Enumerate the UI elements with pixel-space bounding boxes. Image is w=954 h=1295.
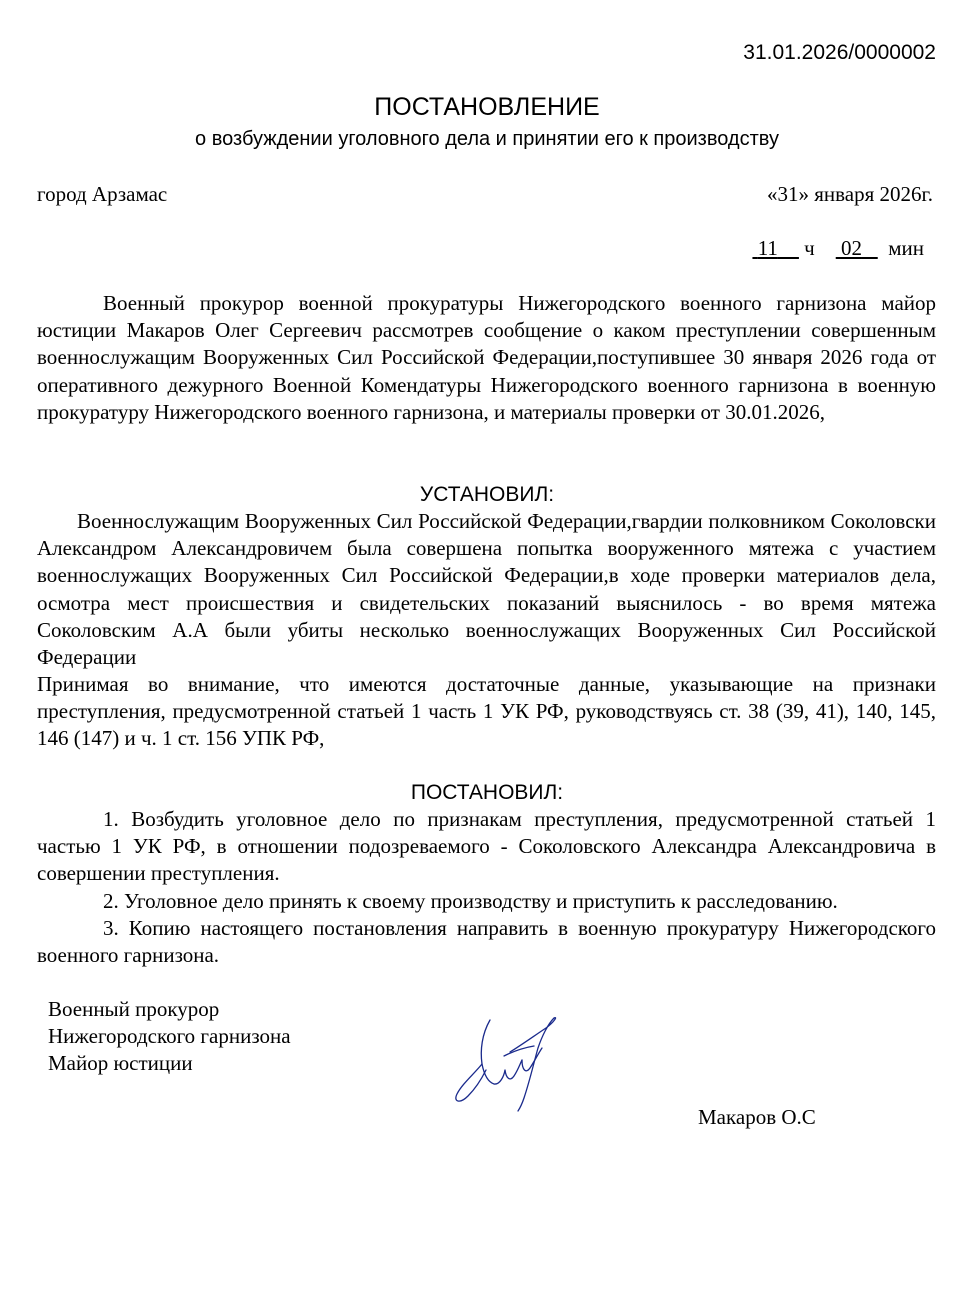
- considering-paragraph: Принимая во внимание, что имеются достаточные данные, указывающие на признаки преступления, предусмотренной статьей 1 часть 1 УК РФ, руководствуясь ст. 38 (39, 41), 140, 145, 146 (147) и ч. 1 ст. 156 УПК РФ,: [37, 672, 936, 751]
- time-hours-label: ч: [804, 236, 815, 260]
- resolved-item-1: 1. Возбудить уголовное дело по признакам преступления, предусмотренной статьей 1 частью 1 УК РФ, в отношении подозреваемого - Соколовского Александра Александровича в совершении преступления.: [37, 807, 936, 886]
- established-paragraph: Военнослужащим Вооруженных Сил Российской Федерации,гвардии полковником Соколовски Александром Александровичем была совершена попытка вооруженного мятежа с участием военнослужащих Вооруженных Сил Российской Федерации,в ходе проверки материалов дела, осмотра мест происшествия и свидетельских показаний выяснилось - во время мятежа Соколовским А.А были убиты несколько военнослужащих Вооруженных Сил Российской Федерации: [37, 509, 936, 670]
- handwritten-signature: [450, 1012, 565, 1114]
- document-subtitle: о возбуждении уголовного дела и принятии его к производству: [195, 128, 779, 150]
- signer-position-line1: Военный прокурор: [48, 997, 220, 1021]
- intro-paragraph: Военный прокурор военной прокуратуры Нижегородского военного гарнизона майор юстиции Макаров Олег Сергеевич рассмотрев сообщение о каком преступлении совершенным военнослужащим Вооруженных Сил Российской Федерации,поступившее 30 января 2026 года от оперативного дежурного Военной Комендатуры Нижегородского военного гарнизона в военную прокуратуру Нижегородского военного гарнизона, и материалы проверки от 30.01.2026,: [37, 291, 936, 424]
- document-number: 31.01.2026/0000002: [743, 41, 936, 64]
- established-heading: УСТАНОВИЛ:: [419, 483, 555, 506]
- time-minutes: 02: [840, 236, 862, 260]
- document-date: «31» января 2026г.: [766, 182, 933, 206]
- resolved-item-2: 2. Уголовное дело принять к своему производству и приступить к расследованию.: [103, 889, 838, 913]
- resolved-item-3: 3. Копию настоящего постановления направить в военную прокуратуру Нижегородского военного гарнизона.: [37, 916, 936, 968]
- city: город Арзамас: [37, 182, 168, 206]
- signer-position-line3: Майор юстиции: [48, 1051, 193, 1076]
- document-title: ПОСТАНОВЛЕНИЕ: [374, 93, 600, 121]
- signer-position-line2: Нижегородского гарнизона: [48, 1024, 291, 1049]
- time-hours-field: [752, 236, 798, 260]
- time-hours: 11: [757, 236, 778, 260]
- time-minutes-label: мин: [888, 236, 924, 260]
- signer-name: Макаров О.С: [698, 1105, 816, 1129]
- time-minutes-field: [836, 236, 878, 260]
- resolved-heading: ПОСТАНОВИЛ:: [410, 781, 564, 804]
- signer-position: [48, 996, 291, 1078]
- document-time: [752, 235, 924, 262]
